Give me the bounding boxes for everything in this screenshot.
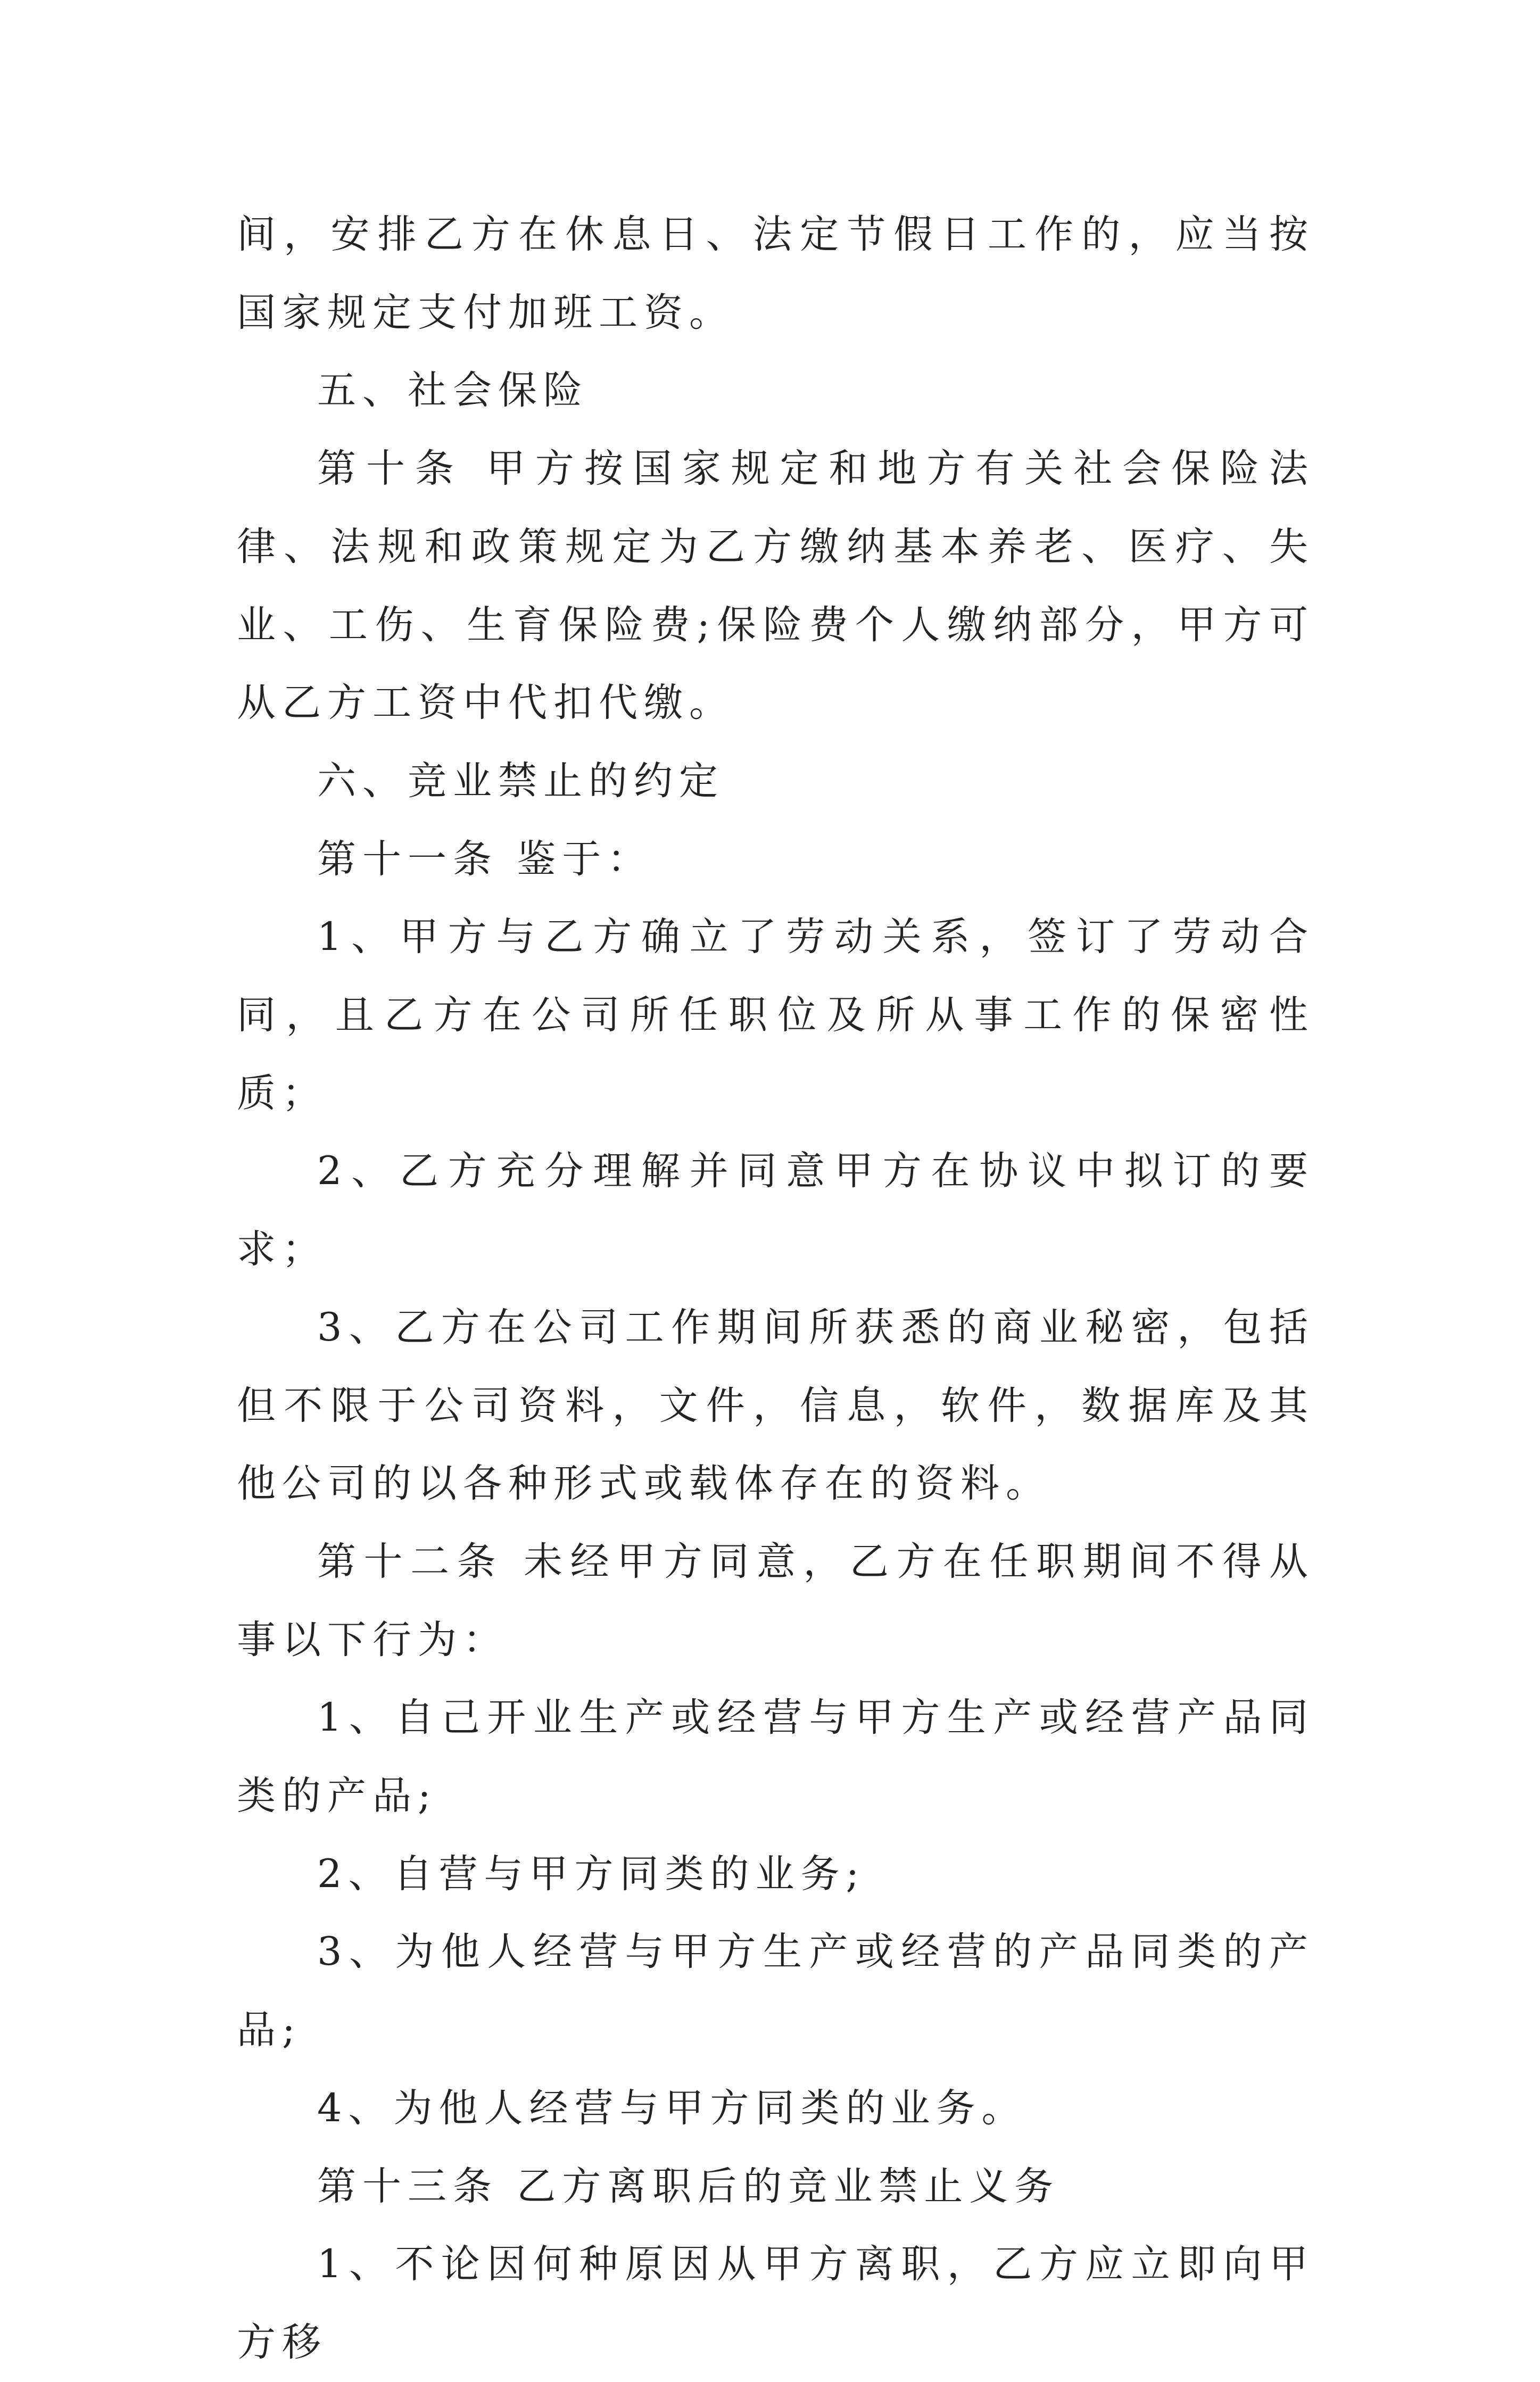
list-item-12-3: 3、为他人经营与甲方生产或经营的产品同类的产品; bbox=[237, 1929, 1314, 2053]
list-item-12-1: 1、自己开业生产或经营与甲方生产或经营产品同类的产品; bbox=[237, 1695, 1314, 1819]
list-item-12-2: 2、自营与甲方同类的业务; bbox=[317, 1851, 866, 1897]
section-heading-non-compete: 六、竞业禁止的约定 bbox=[317, 758, 724, 804]
paragraph-overtime-continuation: 间，安排乙方在休息日、法定节假日工作的，应当按国家规定支付加班工资。 bbox=[237, 212, 1314, 335]
paragraph-article-11: 第十一条 鉴于： bbox=[317, 836, 653, 882]
paragraph-article-13: 第十三条 乙方离职后的竞业禁止义务 bbox=[317, 2163, 1060, 2209]
section-heading-social-insurance: 五、社会保险 bbox=[317, 368, 589, 413]
list-item-11-3: 3、乙方在公司工作期间所获悉的商业秘密，包括但不限于公司资料，文件，信息，软件，数据库及其他公司的以各种形式或载体存在的资料。 bbox=[237, 1304, 1314, 1507]
list-item-12-4: 4、为他人经营与甲方同类的业务。 bbox=[317, 2085, 1027, 2131]
paragraph-article-10: 第十条 甲方按国家规定和地方有关社会保险法律、法规和政策规定为乙方缴纳基本养老、医疗、失业、工伤、生育保险费;保险费个人缴纳部分，甲方可从乙方工资中代扣代缴。 bbox=[237, 446, 1314, 726]
list-item-11-1: 1、甲方与乙方确立了劳动关系，签订了劳动合同，且乙方在公司所任职位及所从事工作的保密性质； bbox=[237, 914, 1314, 1116]
document-body bbox=[237, 196, 1314, 2382]
list-item-11-2: 2、乙方充分理解并同意甲方在协议中拟订的要求； bbox=[237, 1148, 1314, 1272]
paragraph-article-12: 第十二条 未经甲方同意，乙方在任职期间不得从事以下行为： bbox=[237, 1539, 1314, 1663]
list-item-13-1: 1、不论因何种原因从甲方离职，乙方应立即向甲方移 bbox=[237, 2242, 1314, 2365]
